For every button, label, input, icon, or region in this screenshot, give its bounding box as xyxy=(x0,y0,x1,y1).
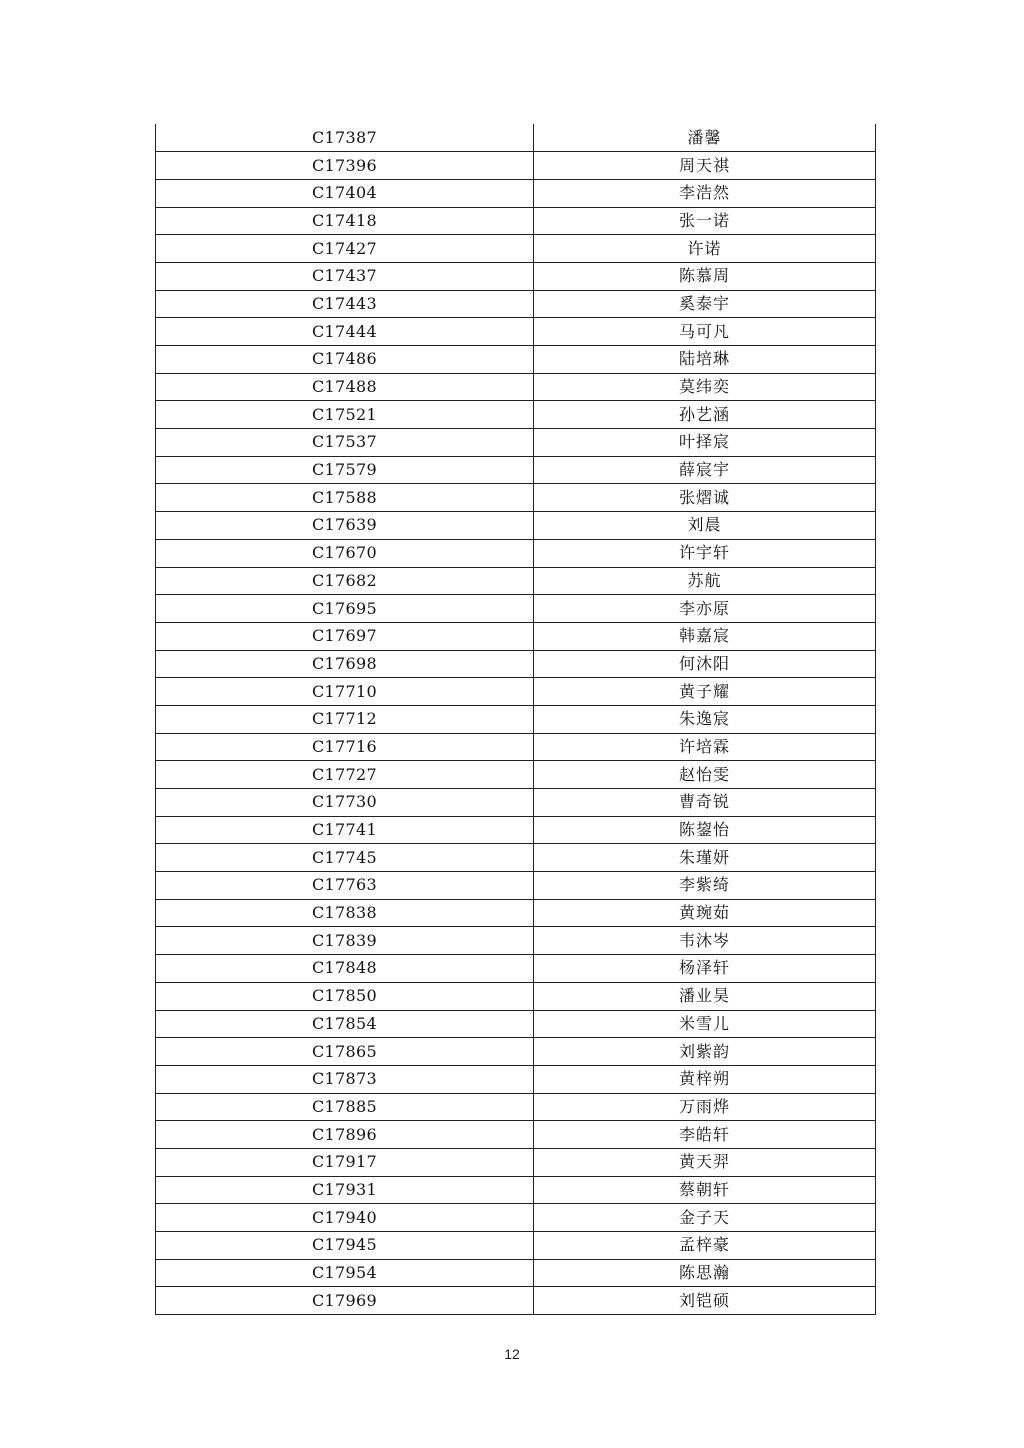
candidate-name-cell: 陈鋆怡 xyxy=(534,816,876,844)
table-row xyxy=(156,1093,876,1121)
table-row xyxy=(156,1259,876,1287)
candidate-name-cell: 叶择宸 xyxy=(534,429,876,457)
candidate-name-cell: 李紫绮 xyxy=(534,872,876,900)
table-row xyxy=(156,733,876,761)
table-row xyxy=(156,290,876,318)
table-row xyxy=(156,955,876,983)
candidate-name-cell: 张熠诚 xyxy=(534,484,876,512)
candidate-name-cell: 刘铠硕 xyxy=(534,1287,876,1315)
table-row xyxy=(156,539,876,567)
candidate-id-cell: C17917 xyxy=(156,1148,534,1176)
candidate-name-cell: 陈思瀚 xyxy=(534,1259,876,1287)
table-row xyxy=(156,262,876,290)
table-row xyxy=(156,235,876,263)
candidate-name-cell: 马可凡 xyxy=(534,318,876,346)
candidate-id-cell: C17873 xyxy=(156,1065,534,1093)
candidate-id-cell: C17741 xyxy=(156,816,534,844)
candidate-name-cell: 杨泽轩 xyxy=(534,955,876,983)
table-row xyxy=(156,705,876,733)
candidate-id-cell: C17537 xyxy=(156,429,534,457)
candidate-id-cell: C17443 xyxy=(156,290,534,318)
table-row xyxy=(156,124,876,152)
candidate-name-cell: 米雪儿 xyxy=(534,1010,876,1038)
candidate-id-cell: C17839 xyxy=(156,927,534,955)
table-row xyxy=(156,1176,876,1204)
candidate-name-cell: 孟梓豪 xyxy=(534,1232,876,1260)
table-row xyxy=(156,1287,876,1315)
candidate-name-cell: 许诺 xyxy=(534,235,876,263)
candidate-id-cell: C17486 xyxy=(156,346,534,374)
candidate-id-cell: C17396 xyxy=(156,152,534,180)
candidate-name-cell: 李皓轩 xyxy=(534,1121,876,1149)
candidate-name-cell: 刘晨 xyxy=(534,512,876,540)
table-row xyxy=(156,152,876,180)
candidate-name-cell: 赵怡雯 xyxy=(534,761,876,789)
candidate-id-cell: C17969 xyxy=(156,1287,534,1315)
candidate-name-cell: 金子天 xyxy=(534,1204,876,1232)
table-row xyxy=(156,567,876,595)
candidate-id-cell: C17444 xyxy=(156,318,534,346)
candidate-id-cell: C17763 xyxy=(156,872,534,900)
candidate-name-cell: 黄琬茹 xyxy=(534,899,876,927)
table-row xyxy=(156,595,876,623)
table-row xyxy=(156,844,876,872)
candidate-name-cell: 陈慕周 xyxy=(534,262,876,290)
table-row xyxy=(156,927,876,955)
candidate-id-cell: C17931 xyxy=(156,1176,534,1204)
candidate-name-cell: 孙艺涵 xyxy=(534,401,876,429)
candidate-name-cell: 许培霖 xyxy=(534,733,876,761)
table-row xyxy=(156,1010,876,1038)
candidate-id-cell: C17896 xyxy=(156,1121,534,1149)
candidate-id-cell: C17437 xyxy=(156,262,534,290)
candidate-id-cell: C17730 xyxy=(156,789,534,817)
table-row xyxy=(156,982,876,1010)
candidate-id-cell: C17639 xyxy=(156,512,534,540)
candidate-name-cell: 陆培琳 xyxy=(534,346,876,374)
candidate-id-cell: C17865 xyxy=(156,1038,534,1066)
candidate-name-cell: 朱逸宸 xyxy=(534,705,876,733)
table-row xyxy=(156,816,876,844)
candidate-id-cell: C17698 xyxy=(156,650,534,678)
table-row xyxy=(156,761,876,789)
candidate-name-cell: 潘馨 xyxy=(534,124,876,152)
table-row xyxy=(156,512,876,540)
table-row xyxy=(156,1232,876,1260)
candidate-name-cell: 黄天羿 xyxy=(534,1148,876,1176)
table-row xyxy=(156,678,876,706)
table-row xyxy=(156,650,876,678)
candidate-name-cell: 何沐阳 xyxy=(534,650,876,678)
candidate-name-cell: 李亦原 xyxy=(534,595,876,623)
candidate-id-cell: C17838 xyxy=(156,899,534,927)
table-row xyxy=(156,179,876,207)
table-row xyxy=(156,1121,876,1149)
candidate-id-cell: C17521 xyxy=(156,401,534,429)
page-number: 12 xyxy=(504,1346,520,1362)
table-row xyxy=(156,373,876,401)
candidate-id-cell: C17716 xyxy=(156,733,534,761)
table-row xyxy=(156,1148,876,1176)
table-row xyxy=(156,1204,876,1232)
candidate-name-cell: 许宇轩 xyxy=(534,539,876,567)
candidate-id-cell: C17940 xyxy=(156,1204,534,1232)
candidate-id-cell: C17488 xyxy=(156,373,534,401)
candidate-name-cell: 周天祺 xyxy=(534,152,876,180)
table-row xyxy=(156,789,876,817)
candidate-id-cell: C17404 xyxy=(156,179,534,207)
candidate-id-cell: C17945 xyxy=(156,1232,534,1260)
candidate-id-cell: C17697 xyxy=(156,622,534,650)
candidate-name-cell: 韦沐岑 xyxy=(534,927,876,955)
table-row xyxy=(156,484,876,512)
table-row xyxy=(156,346,876,374)
candidate-id-cell: C17954 xyxy=(156,1259,534,1287)
candidate-id-cell: C17418 xyxy=(156,207,534,235)
candidate-name-cell: 莫纬奕 xyxy=(534,373,876,401)
candidate-id-cell: C17670 xyxy=(156,539,534,567)
candidate-name-cell: 潘业昊 xyxy=(534,982,876,1010)
table-row xyxy=(156,318,876,346)
candidate-name-cell: 蔡朝轩 xyxy=(534,1176,876,1204)
candidate-id-cell: C17710 xyxy=(156,678,534,706)
roster-table-body xyxy=(156,124,876,1315)
candidate-name-cell: 曹奇锐 xyxy=(534,789,876,817)
table-row xyxy=(156,872,876,900)
candidate-name-cell: 薛宸宇 xyxy=(534,456,876,484)
candidate-id-cell: C17712 xyxy=(156,705,534,733)
table-row xyxy=(156,207,876,235)
table-row xyxy=(156,1038,876,1066)
table-row xyxy=(156,622,876,650)
candidate-id-cell: C17727 xyxy=(156,761,534,789)
candidate-id-cell: C17427 xyxy=(156,235,534,263)
candidate-name-cell: 刘紫韵 xyxy=(534,1038,876,1066)
roster-table xyxy=(155,124,876,1315)
candidate-name-cell: 黄梓朔 xyxy=(534,1065,876,1093)
candidate-id-cell: C17848 xyxy=(156,955,534,983)
candidate-id-cell: C17682 xyxy=(156,567,534,595)
candidate-name-cell: 万雨烨 xyxy=(534,1093,876,1121)
table-row xyxy=(156,899,876,927)
candidate-name-cell: 苏航 xyxy=(534,567,876,595)
candidate-name-cell: 黄子耀 xyxy=(534,678,876,706)
candidate-id-cell: C17695 xyxy=(156,595,534,623)
table-row xyxy=(156,456,876,484)
candidate-id-cell: C17850 xyxy=(156,982,534,1010)
candidate-id-cell: C17854 xyxy=(156,1010,534,1038)
candidate-name-cell: 李浩然 xyxy=(534,179,876,207)
candidate-name-cell: 张一诺 xyxy=(534,207,876,235)
table-row xyxy=(156,1065,876,1093)
candidate-id-cell: C17387 xyxy=(156,124,534,152)
candidate-name-cell: 朱瑾妍 xyxy=(534,844,876,872)
candidate-id-cell: C17745 xyxy=(156,844,534,872)
candidate-name-cell: 奚泰宇 xyxy=(534,290,876,318)
candidate-id-cell: C17588 xyxy=(156,484,534,512)
candidate-id-cell: C17885 xyxy=(156,1093,534,1121)
table-row xyxy=(156,401,876,429)
candidate-id-cell: C17579 xyxy=(156,456,534,484)
candidate-name-cell: 韩嘉宸 xyxy=(534,622,876,650)
table-row xyxy=(156,429,876,457)
